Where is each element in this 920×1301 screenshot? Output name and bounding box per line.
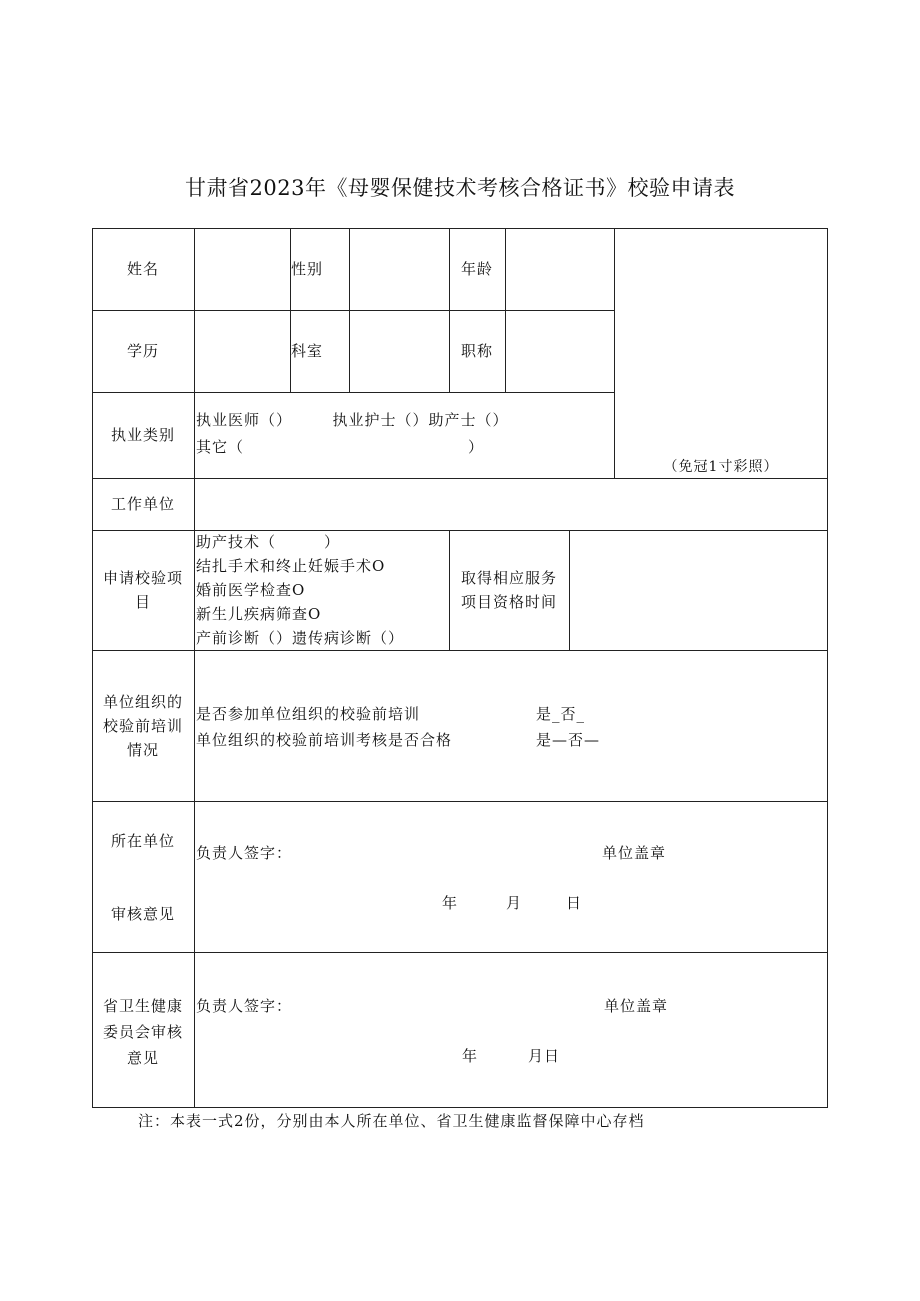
apply-items-label: 目: [134, 593, 151, 611]
row-divider: [92, 801, 828, 802]
training-label: 情况: [126, 741, 159, 759]
table-border-right: [827, 228, 828, 1108]
name-label: 姓名: [126, 260, 159, 278]
unit-review-year: 年: [442, 894, 459, 912]
training-label: 单位组织的: [102, 693, 183, 711]
training-answer-1[interactable]: 是_否_: [536, 705, 586, 723]
unit-review-day: 日: [566, 894, 583, 912]
row-divider: [92, 952, 828, 953]
unit-review-month: 月: [506, 894, 523, 912]
education-label: 学历: [126, 342, 159, 360]
table-border-top: [92, 228, 828, 229]
unit-review-label: 所在单位: [110, 832, 175, 850]
work-unit-label: 工作单位: [110, 495, 175, 513]
apply-items-label: 申请校验项: [102, 569, 183, 587]
footnote: 注：本表一式2份，分别由本人所在单位、省卫生健康监督保障中心存档: [138, 1112, 645, 1130]
practice-type-options[interactable]: 执业医师（） 执业护士（）助产士（）: [196, 411, 509, 429]
row-divider: [92, 392, 615, 393]
province-review-year: 年: [462, 1047, 479, 1065]
province-review-label: 意见: [126, 1049, 159, 1067]
training-answer-2[interactable]: 是—否—: [536, 731, 601, 749]
qualification-time-label: 取得相应服务: [460, 569, 557, 587]
apply-item[interactable]: 新生儿疾病筛查O: [196, 605, 322, 623]
training-question-2: 单位组织的校验前培训考核是否合格: [196, 731, 453, 749]
divider: [569, 530, 570, 650]
qualification-time-label: 项目资格时间: [460, 593, 557, 611]
training-label: 校验前培训: [102, 717, 183, 735]
gender-label: 性别: [291, 260, 324, 278]
row-divider: [92, 310, 615, 311]
form-title: 甘肃省2023年《母婴保健技术考核合格证书》校验申请表: [185, 176, 735, 200]
label-column-divider: [194, 228, 195, 1108]
table-border-bottom: [92, 1107, 828, 1108]
province-review-signature[interactable]: 负责人签字：: [196, 997, 293, 1015]
apply-item[interactable]: 结扎手术和终止妊娠手术O: [196, 557, 386, 575]
training-question-1: 是否参加单位组织的校验前培训: [196, 705, 421, 723]
department-label: 科室: [291, 342, 324, 360]
practice-type-other[interactable]: 其它（ ）: [196, 438, 485, 456]
apply-item[interactable]: 婚前医学检查O: [196, 581, 306, 599]
unit-review-seal: 单位盖章: [602, 844, 667, 862]
province-review-label: 委员会审核: [102, 1023, 183, 1041]
photo-note: （免冠1寸彩照）: [663, 459, 779, 475]
age-label: 年龄: [460, 260, 493, 278]
unit-review-label: 审核意见: [110, 905, 175, 923]
application-form-table: [92, 228, 828, 1108]
unit-review-signature[interactable]: 负责人签字：: [196, 844, 293, 862]
professional-title-label: 职称: [460, 342, 493, 360]
province-review-seal: 单位盖章: [604, 997, 669, 1015]
apply-item[interactable]: 助产技术（ ）: [196, 533, 341, 551]
apply-item[interactable]: 产前诊断（）遗传病诊断（）: [196, 629, 405, 647]
practice-type-label: 执业类别: [110, 426, 175, 444]
row-divider: [92, 650, 828, 651]
province-review-month-day: 月日: [528, 1047, 561, 1065]
province-review-label: 省卫生健康: [102, 997, 183, 1015]
photo-column-divider: [614, 228, 615, 478]
